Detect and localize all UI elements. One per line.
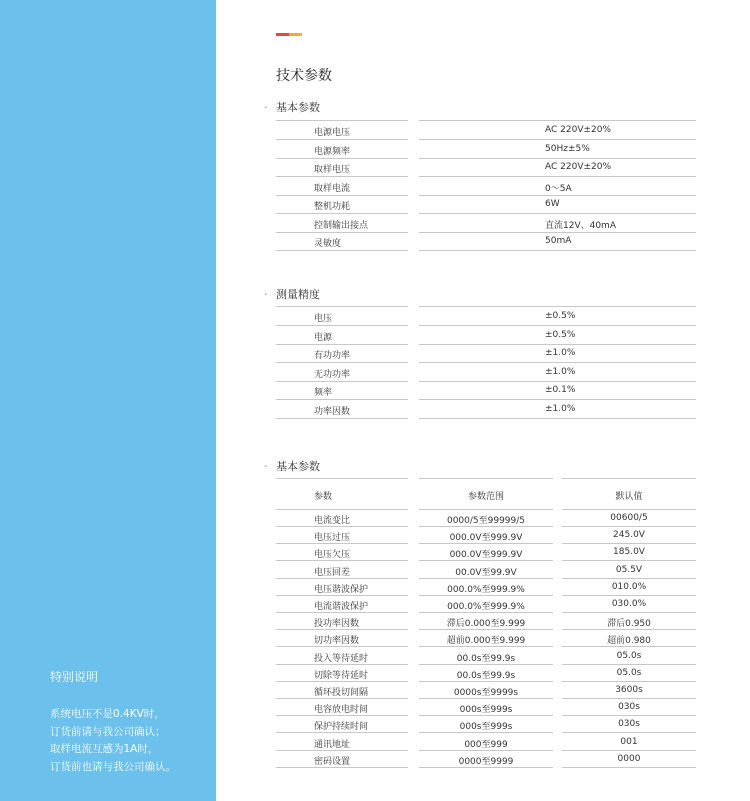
bullet-dot: · (264, 101, 268, 114)
default-cell (562, 578, 696, 596)
param-cell (276, 578, 408, 596)
table-row (276, 578, 696, 595)
default-cell (562, 509, 696, 527)
table-row (276, 733, 696, 750)
accent-bar-red (276, 33, 289, 36)
param-default: 00600/5 (610, 513, 648, 523)
param-default: 05.0s (616, 667, 642, 678)
param-row (276, 344, 696, 362)
header-param: 参数 (314, 492, 333, 502)
param-label-cell (276, 400, 408, 419)
section-title-basic-params (264, 99, 320, 115)
param-label: 无功功率 (314, 369, 351, 380)
param-cell (276, 629, 408, 647)
param-name: 电压回差 (314, 567, 351, 578)
default-cell (562, 526, 696, 544)
param-cell (276, 612, 408, 630)
header-default: 默认值 (615, 492, 643, 502)
param-value: 6W (545, 199, 560, 209)
default-cell (562, 543, 696, 561)
default-cell (562, 647, 696, 665)
param-label: 有功功率 (314, 351, 351, 361)
table-row (276, 698, 696, 715)
page-title: 技术参数 (276, 68, 332, 84)
accent-bar-orange (289, 33, 302, 36)
param-row (276, 195, 696, 213)
param-row (276, 214, 696, 232)
section-title-text: 基本参数 (276, 460, 320, 473)
table-row (276, 715, 696, 732)
param-row (276, 326, 696, 344)
param-name: 电容放电时间 (314, 705, 369, 716)
param-range: 000.0V至999.9V (449, 533, 523, 544)
param-row (276, 381, 696, 399)
range-cell (419, 561, 553, 579)
default-cell (562, 561, 696, 579)
table-row (276, 509, 696, 526)
header-cell (276, 478, 408, 510)
param-name: 电流变比 (314, 516, 351, 526)
default-cell (562, 629, 696, 647)
param-default: 滞后0.950 (607, 619, 651, 630)
param-name: 保护持续时间 (314, 722, 369, 733)
param-range: 00.0s至99.9s (456, 653, 516, 664)
param-value-cell (419, 326, 696, 345)
param-range: 00.0V至99.9V (455, 567, 517, 578)
table-row (276, 561, 696, 578)
table-row (276, 647, 696, 664)
param-value-cell (419, 381, 696, 400)
special-notes-title: 特别说明 (50, 670, 99, 684)
param-range: 超前0.000至9.999 (446, 636, 526, 647)
range-cell (419, 750, 553, 768)
param-range: 000.0%至999.9% (447, 584, 525, 595)
param-label: 控制输出接点 (314, 220, 369, 231)
param-range: 0000/5至99999/5 (446, 516, 526, 526)
param-value: ±1.0% (545, 348, 576, 358)
param-value-cell (419, 344, 696, 363)
param-label: 电压 (314, 314, 333, 324)
param-row (276, 232, 696, 250)
param-label: 电源 (314, 332, 333, 343)
param-label-cell (276, 214, 408, 233)
param-default: 030s (618, 702, 640, 713)
param-name: 密码设置 (314, 756, 351, 767)
param-label-cell (276, 121, 408, 140)
param-name: 循环投切间隔 (314, 688, 369, 698)
range-cell (419, 612, 553, 630)
param-label: 灵敏度 (314, 239, 342, 249)
param-name: 投入等待延时 (314, 653, 369, 664)
range-cell (419, 509, 553, 527)
range-cell (419, 664, 553, 682)
param-value: 50Hz±5% (545, 143, 590, 154)
param-cell (276, 681, 408, 699)
param-name: 投功率因数 (314, 619, 360, 630)
param-name: 电流谐波保护 (314, 602, 369, 612)
param-cell (276, 715, 408, 733)
param-range: 滞后0.000至9.999 (446, 619, 526, 630)
param-cell (276, 647, 408, 665)
param-label-cell (276, 381, 408, 400)
param-label: 电源频率 (314, 146, 351, 157)
bullet-dot: · (264, 288, 268, 301)
param-label: 取样电流 (314, 183, 351, 194)
param-default: 超前0.980 (607, 636, 651, 647)
param-name: 切除等待延时 (314, 670, 369, 681)
param-value-cell (419, 232, 696, 251)
param-cell (276, 733, 408, 751)
accent-bar (276, 33, 302, 36)
param-value: AC 220V±20% (545, 162, 612, 172)
param-name: 切功率因数 (314, 636, 360, 647)
param-range: 000s至999s (459, 705, 513, 716)
param-label: 电源电压 (314, 128, 351, 138)
param-label-cell (276, 177, 408, 196)
table-row (276, 526, 696, 543)
param-value: ±0.1% (545, 385, 576, 395)
note-line: 取样电流互感为1A时， (50, 743, 159, 755)
range-cell (419, 715, 553, 733)
table-row (276, 612, 696, 629)
param-range: 000.0V至999.9V (449, 550, 523, 561)
param-value-cell (419, 158, 696, 177)
param-value-cell (419, 177, 696, 196)
param-range: 000至999 (464, 739, 508, 750)
range-cell (419, 595, 553, 613)
param-label-cell (276, 195, 408, 214)
param-row (276, 121, 696, 139)
param-label: 整机功耗 (314, 202, 351, 212)
section-title-text: 基本参数 (276, 101, 320, 114)
header-cell (419, 478, 553, 510)
param-range: 00.0s至99.9s (456, 670, 516, 681)
table-row (276, 595, 696, 612)
param-value-cell (419, 140, 696, 159)
bullet-dot: · (264, 460, 268, 473)
param-default: 185.0V (613, 547, 645, 558)
param-default: 030s (618, 719, 640, 730)
param-cell (276, 526, 408, 544)
param-label: 频率 (314, 388, 333, 398)
param-row (276, 140, 696, 158)
param-range: 000.0%至999.9% (447, 602, 525, 612)
param-value-cell (419, 195, 696, 214)
param-default: 05.5V (615, 564, 643, 575)
param-cell (276, 509, 408, 527)
range-cell (419, 647, 553, 665)
param-name: 通讯地址 (314, 739, 351, 750)
param-label-cell (276, 232, 408, 251)
note-line: 订货前请与我公司确认； (50, 725, 166, 738)
param-value: 0～5A (545, 183, 572, 194)
range-cell (419, 543, 553, 561)
param-value-cell (419, 400, 696, 419)
param-value: AC 220V±20% (545, 125, 612, 135)
table-row (276, 750, 696, 767)
param-value-cell (419, 363, 696, 382)
param-label-cell (276, 363, 408, 382)
param-label-cell (276, 326, 408, 345)
table-row (276, 629, 696, 646)
param-cell (276, 750, 408, 768)
param-label: 取样电压 (314, 165, 351, 175)
param-value: ±1.0% (545, 366, 576, 377)
param-value: 50mA (545, 236, 572, 246)
header-cell (562, 478, 696, 510)
param-cell (276, 543, 408, 561)
param-default: 001 (620, 736, 638, 747)
param-label-cell (276, 344, 408, 363)
param-row (276, 307, 696, 325)
table-row (276, 681, 696, 698)
range-cell (419, 526, 553, 544)
param-value: ±0.5% (545, 311, 576, 321)
param-default: 05.0s (616, 650, 642, 661)
param-default: 245.0V (613, 530, 645, 541)
param-row (276, 363, 696, 381)
note-line: 系统电压不是0.4KV时， (50, 708, 165, 720)
table-row (276, 664, 696, 681)
param-label-cell (276, 307, 408, 326)
default-cell (562, 664, 696, 682)
param-row (276, 158, 696, 176)
param-default: 3600s (615, 685, 643, 695)
param-cell (276, 561, 408, 579)
param-label-cell (276, 140, 408, 159)
default-cell (562, 750, 696, 768)
param-range: 0000至9999 (458, 756, 514, 767)
default-cell (562, 595, 696, 613)
note-line: 订货前也请与我公司确认。 (50, 760, 176, 773)
range-cell (419, 733, 553, 751)
param-value: ±0.5% (545, 329, 576, 340)
param-cell (276, 664, 408, 682)
header-range: 参数范围 (467, 492, 504, 502)
param-default: 0000 (617, 753, 641, 764)
param-name: 电压谐波保护 (314, 584, 369, 595)
settings-table-header (276, 478, 696, 508)
range-cell (419, 698, 553, 716)
param-value: ±1.0% (545, 403, 576, 414)
param-default: 030.0% (611, 599, 647, 609)
param-name: 电压过压 (314, 533, 351, 544)
param-value: 直流12V、40mA (545, 220, 616, 231)
param-cell (276, 698, 408, 716)
param-row (276, 177, 696, 195)
default-cell (562, 733, 696, 751)
param-label: 功率因数 (314, 406, 351, 417)
sidebar-panel (0, 0, 216, 801)
range-cell (419, 681, 553, 699)
range-cell (419, 629, 553, 647)
param-label-cell (276, 158, 408, 177)
param-name: 电压欠压 (314, 550, 351, 561)
param-default: 010.0% (611, 581, 647, 592)
default-cell (562, 612, 696, 630)
param-value-cell (419, 214, 696, 233)
section-title-settings (264, 458, 320, 474)
param-value-cell (419, 307, 696, 326)
param-range: 000s至999s (459, 722, 513, 733)
default-cell (562, 715, 696, 733)
default-cell (562, 681, 696, 699)
section-title-accuracy (264, 286, 320, 302)
section-title-text: 测量精度 (276, 288, 320, 301)
table-row (276, 543, 696, 560)
range-cell (419, 578, 553, 596)
default-cell (562, 698, 696, 716)
param-value-cell (419, 121, 696, 140)
param-row (276, 400, 696, 418)
param-range: 0000s至9999s (453, 688, 519, 698)
special-notes-text (50, 706, 176, 776)
param-cell (276, 595, 408, 613)
